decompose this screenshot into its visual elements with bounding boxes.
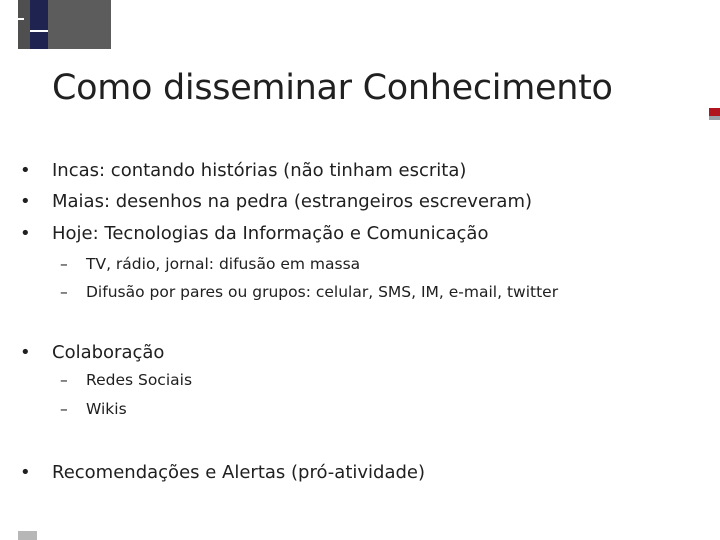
sub-bullet-text: Difusão por pares ou grupos: celular, SMS, IM, e-mail, twitter [86, 283, 559, 301]
logo-dark-bar [30, 0, 48, 49]
sub-bullet-text: Wikis [86, 400, 127, 418]
logo-block [18, 0, 111, 49]
logo-gray-panel [48, 0, 111, 49]
bullet-text: Colaboração [52, 342, 165, 363]
corner-decoration [18, 531, 37, 540]
dash-glyph: – [60, 255, 68, 273]
slide-title: Como disseminar Conhecimento [52, 68, 613, 108]
bullet-glyph: • [20, 160, 31, 181]
bullet-glyph: • [20, 342, 31, 363]
dash-glyph: – [60, 371, 68, 389]
logo-divider [30, 30, 48, 32]
bullet-text: Maias: desenhos na pedra (estrangeiros escreveram) [52, 191, 533, 212]
dash-glyph: – [60, 283, 68, 301]
sub-bullet-text: TV, rádio, jornal: difusão em massa [86, 255, 361, 273]
bullet-glyph: • [20, 191, 31, 212]
logo-tick [18, 18, 24, 20]
bullet-text: Incas: contando histórias (não tinham escrita) [52, 160, 467, 181]
sub-bullet-text: Redes Sociais [86, 371, 193, 389]
dash-glyph: – [60, 400, 68, 418]
accent-red-mark [709, 108, 720, 116]
bullet-text: Recomendações e Alertas (pró-atividade) [52, 462, 426, 483]
bullet-glyph: • [20, 223, 31, 244]
accent-mark-shadow [709, 116, 720, 120]
bullet-text: Hoje: Tecnologias da Informação e Comunicação [52, 223, 489, 244]
bullet-glyph: • [20, 462, 31, 483]
